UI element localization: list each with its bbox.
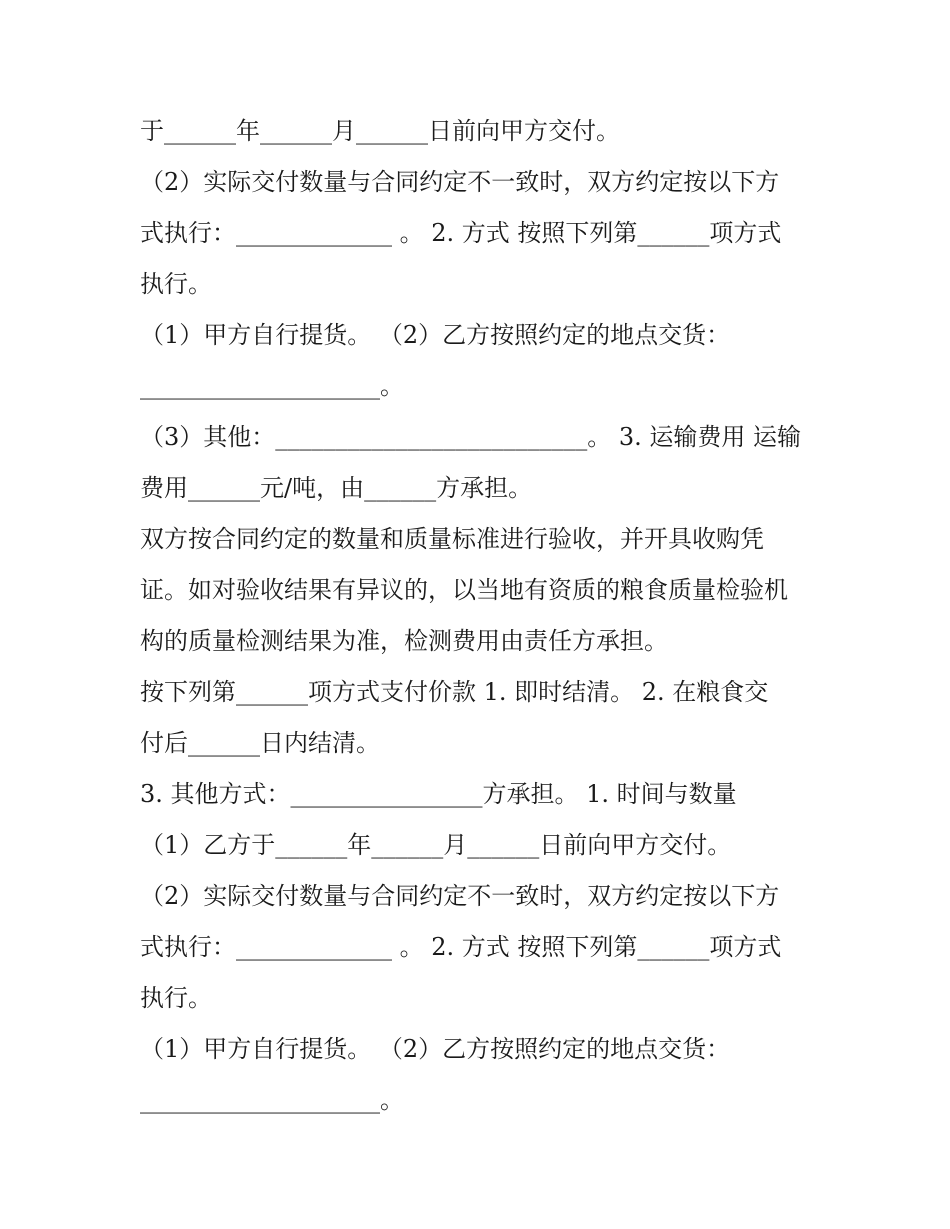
text-line: 于______年______月______日前向甲方交付。 <box>140 117 620 145</box>
text-line: 式执行：_____________ 。 2. 方式 按照下列第______项方式 <box>140 219 782 247</box>
text-line: 3. 其他方式：________________方承担。 1. 时间与数量 <box>140 780 737 808</box>
text-line: 按下列第______项方式支付价款 1. 即时结清。 2. 在粮食交 <box>140 678 769 706</box>
text-line: （2）实际交付数量与合同约定不一致时，双方约定按以下方 <box>140 882 780 910</box>
text-line: （1）甲方自行提货。 （2）乙方按照约定的地点交货： <box>140 321 731 349</box>
text-line: ____________________。 <box>140 1086 404 1114</box>
text-line: 构的质量检测结果为准，检测费用由责任方承担。 <box>140 627 668 655</box>
text-line: 证。如对验收结果有异议的，以当地有资质的粮食质量检验机 <box>140 576 788 604</box>
document-body <box>140 106 820 1126</box>
text-line: 执行。 <box>140 984 212 1012</box>
text-line: （1）乙方于______年______月______日前向甲方交付。 <box>140 831 732 859</box>
text-line: 费用______元/吨，由______方承担。 <box>140 474 533 502</box>
text-line: （3）其他：__________________________。 3. 运输费用 运输 <box>140 423 802 451</box>
text-line: 执行。 <box>140 270 212 298</box>
text-line: ____________________。 <box>140 372 404 400</box>
text-line: 双方按合同约定的数量和质量标准进行验收，并开具收购凭 <box>140 525 764 553</box>
text-line: 付后______日内结清。 <box>140 729 380 757</box>
text-line: （1）甲方自行提货。 （2）乙方按照约定的地点交货： <box>140 1035 731 1063</box>
text-line: （2）实际交付数量与合同约定不一致时，双方约定按以下方 <box>140 168 780 196</box>
text-line: 式执行：_____________ 。 2. 方式 按照下列第______项方式 <box>140 933 782 961</box>
